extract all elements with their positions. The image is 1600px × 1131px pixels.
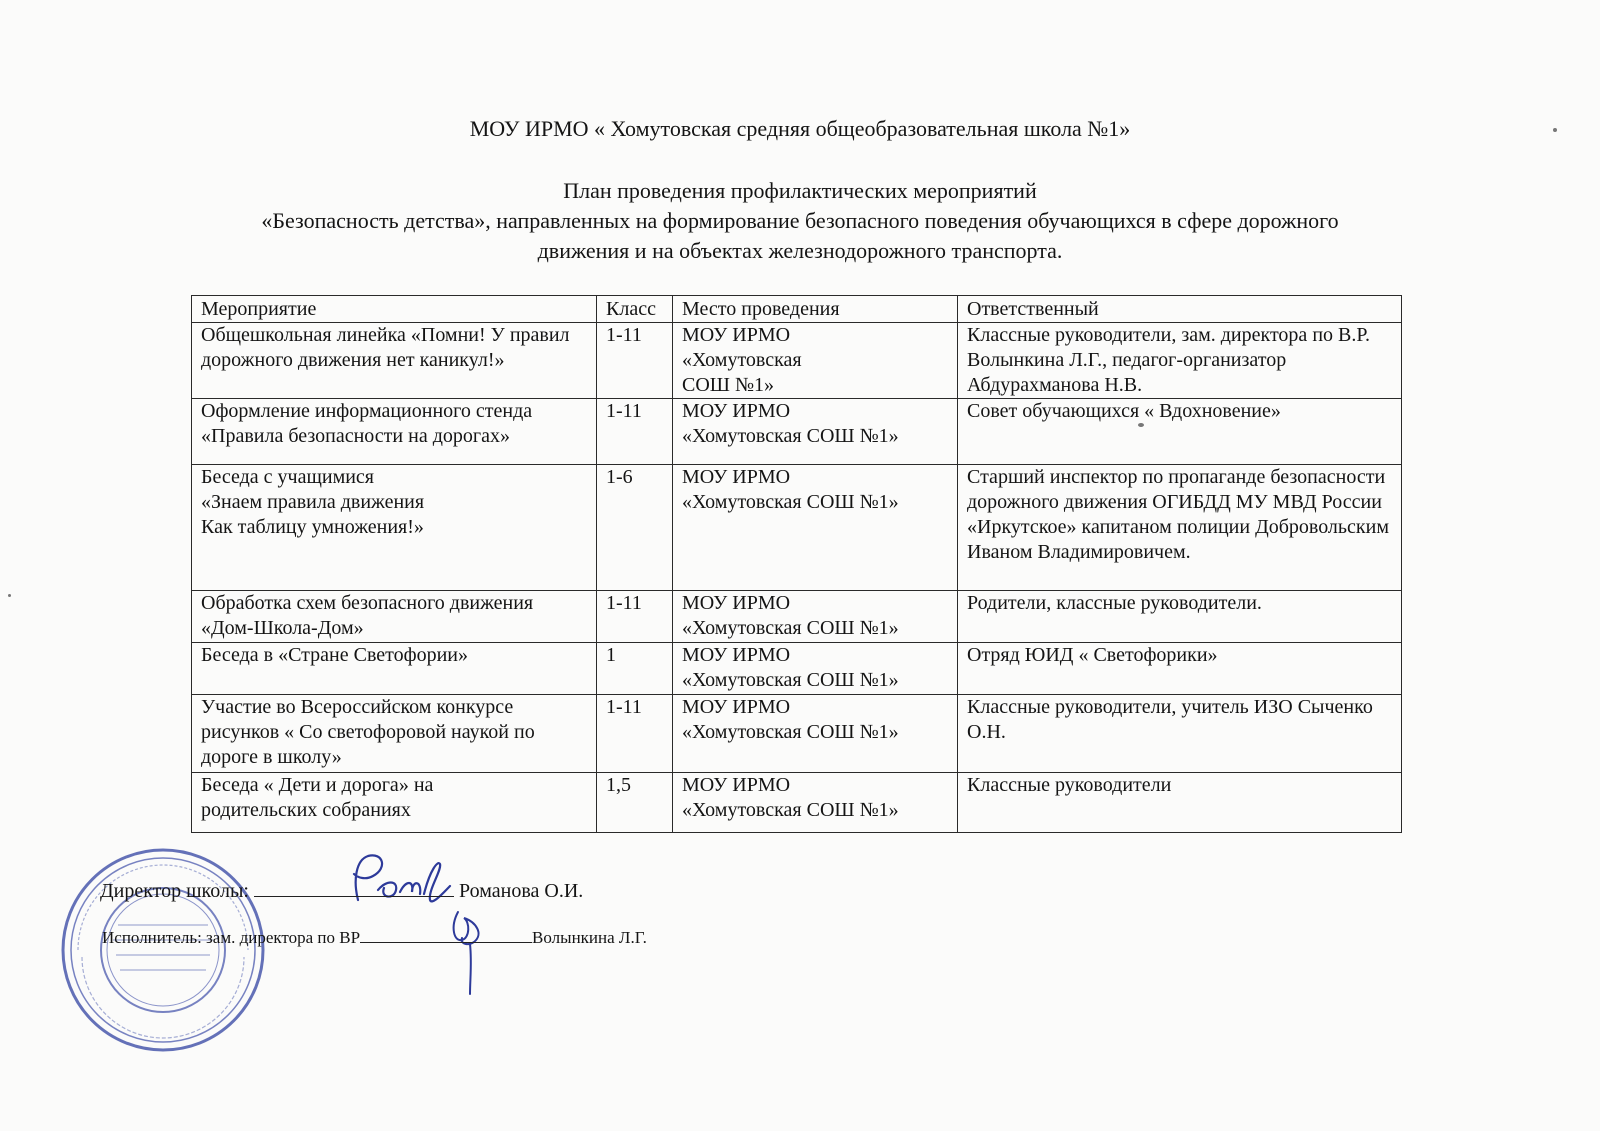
grade-cell: 1-11 (597, 399, 673, 465)
place-cell: МОУ ИРМО «Хомутовская СОШ №1» (673, 643, 958, 695)
event-cell: Оформление информационного стенда «Правила безопасности на дорогах» (192, 399, 597, 465)
table-row (192, 643, 1402, 695)
event-cell: Обработка схем безопасного движения «Дом-Школа-Дом» (192, 591, 597, 643)
scan-speck (1138, 423, 1144, 427)
responsible-cell: Совет обучающихся « Вдохновение» (958, 399, 1402, 465)
plan-heading-line-2: «Безопасность детства», направленных на формирование безопасного поведения обучающихся в сфере дорожного (261, 208, 1339, 233)
place-cell: МОУ ИРМО «Хомутовская СОШ №1» (673, 695, 958, 773)
director-label: Директор школы: (100, 880, 249, 902)
responsible-cell: Классные руководители (958, 773, 1402, 833)
grade-cell: 1-11 (597, 323, 673, 399)
grade-cell: 1-11 (597, 695, 673, 773)
table-row (192, 323, 1402, 399)
column-header-responsible: Ответственный (958, 296, 1402, 323)
plan-heading (110, 176, 1490, 266)
director-name: Романова О.И. (458, 880, 584, 902)
event-cell: Участие во Всероссийском конкурсе рисунков « Со светофоровой наукой по дороге в школу» (192, 695, 597, 773)
executor-signature-line (102, 928, 647, 948)
plan-heading-line-1: План проведения профилактических мероприятий (563, 178, 1037, 203)
table-row (192, 695, 1402, 773)
signature-blank (254, 896, 454, 897)
column-header-event: Мероприятие (192, 296, 597, 323)
table-header-row (192, 296, 1402, 323)
scan-speck (8, 594, 11, 597)
grade-cell: 1 (597, 643, 673, 695)
signature-blank (360, 942, 532, 943)
column-header-place: Место проведения (673, 296, 958, 323)
official-stamp-seal (58, 845, 268, 1055)
event-cell: Беседа с учащимися «Знаем правила движения Как таблицу умножения!» (192, 465, 597, 591)
place-cell: МОУ ИРМО «Хомутовская СОШ №1» (673, 399, 958, 465)
event-cell: Общешкольная линейка «Помни! У правил дорожного движения нет каникул!» (192, 323, 597, 399)
table-row (192, 591, 1402, 643)
plan-heading-line-3: движения и на объектах железнодорожного транспорта. (537, 238, 1063, 263)
responsible-cell: Отряд ЮИД « Светофорики» (958, 643, 1402, 695)
place-cell: МОУ ИРМО «Хомутовская СОШ №1» (673, 465, 958, 591)
scan-speck (1553, 128, 1557, 132)
grade-cell: 1-6 (597, 465, 673, 591)
executor-name: Волынкина Л.Г. (532, 928, 647, 947)
grade-cell: 1-11 (597, 591, 673, 643)
responsible-cell: Родители, классные руководители. (958, 591, 1402, 643)
place-cell: МОУ ИРМО «Хомутовская СОШ №1» (673, 591, 958, 643)
table-row (192, 773, 1402, 833)
column-header-grade: Класс (597, 296, 673, 323)
event-cell: Беседа « Дети и дорога» на родительских собраниях (192, 773, 597, 833)
executor-label: Исполнитель: зам. директора по ВР (102, 928, 361, 947)
responsible-cell: Классные руководители, зам. директора по В.Р. Волынкина Л.Г., педагог-организатор Абдурахманова Н.В. (958, 323, 1402, 399)
executor-signature-image (440, 902, 500, 997)
responsible-cell: Старший инспектор по пропаганде безопасности дорожного движения ОГИБДД МУ МВД России «Иркутское» капитаном полиции Добровольским Иваном Владимировичем. (958, 465, 1402, 591)
responsible-cell: Классные руководители, учитель ИЗО Сыченко О.Н. (958, 695, 1402, 773)
table-row (192, 465, 1402, 591)
director-signature-line (100, 880, 583, 903)
place-cell: МОУ ИРМО «Хомутовская СОШ №1» (673, 323, 958, 399)
events-table (191, 295, 1402, 833)
school-title: МОУ ИРМО « Хомутовская средняя общеобразовательная школа №1» (469, 116, 1131, 141)
event-cell: Беседа в «Стране Светофории» (192, 643, 597, 695)
table-row (192, 399, 1402, 465)
grade-cell: 1,5 (597, 773, 673, 833)
place-cell: МОУ ИРМО «Хомутовская СОШ №1» (673, 773, 958, 833)
